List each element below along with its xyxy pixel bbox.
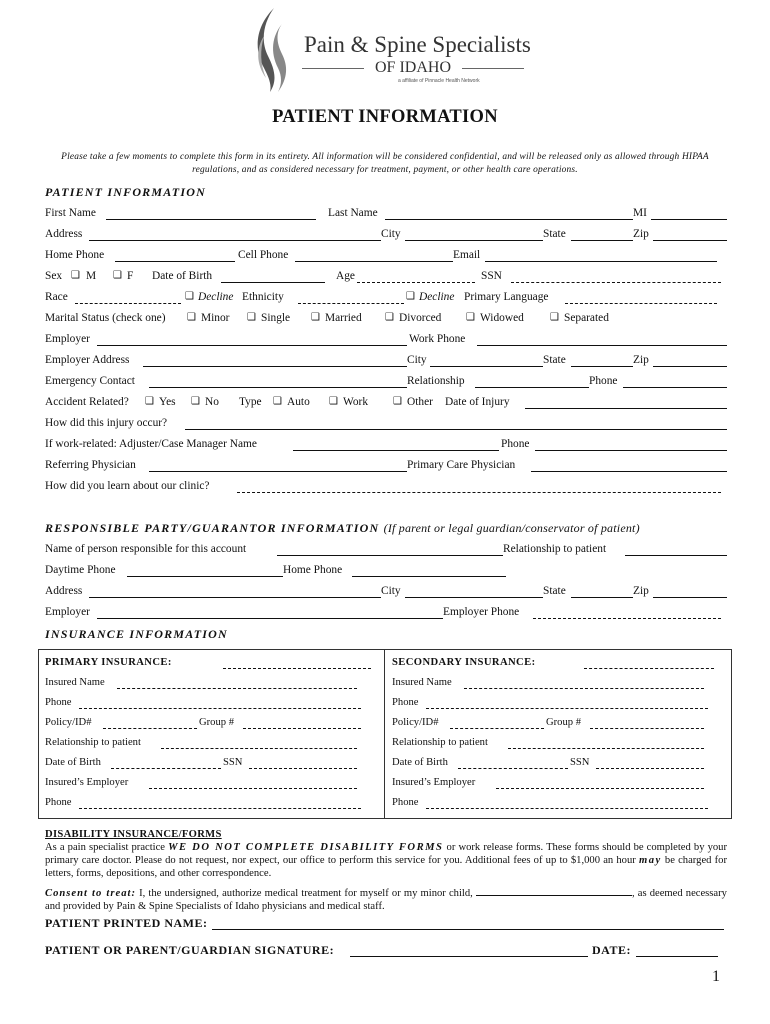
page-title: PATIENT INFORMATION: [272, 107, 498, 127]
date-label: DATE:: [592, 943, 631, 957]
employer-state-field[interactable]: [571, 366, 633, 367]
sex-row: [45, 270, 727, 286]
secondary-phone-field[interactable]: [426, 708, 708, 709]
type-auto-label: Auto: [287, 396, 310, 408]
responsible-name-field[interactable]: [277, 555, 503, 556]
primary-language-field[interactable]: [565, 303, 717, 304]
type-work-label: Work: [343, 396, 369, 408]
primary-relationship-field[interactable]: [161, 748, 357, 749]
employer-zip-field[interactable]: [653, 366, 727, 367]
disability-text-a: As a pain specialist practice: [45, 842, 166, 853]
type-other-checkbox[interactable]: ❑: [393, 396, 402, 407]
primary-relationship-row: [45, 737, 375, 751]
date-of-injury-field[interactable]: [525, 408, 727, 409]
guarantor-employer-field[interactable]: [97, 618, 443, 619]
consent-section: [45, 886, 727, 913]
primary-insurance-field[interactable]: [223, 668, 371, 669]
ethnicity-decline-label: Decline: [419, 291, 455, 303]
daytime-phone-field[interactable]: [127, 576, 283, 577]
widowed-checkbox[interactable]: ❑: [466, 312, 475, 323]
primary-employer-label: Insured’s Employer: [45, 777, 129, 788]
primary-insured-name-field[interactable]: [117, 688, 357, 689]
guarantor-zip-label: Zip: [633, 585, 649, 597]
page-number: 1: [712, 968, 720, 985]
primary-group-field[interactable]: [243, 728, 361, 729]
guarantor-employer-row: [45, 606, 727, 622]
guarantor-note: (If parent or legal guardian/conservator of patient): [383, 521, 640, 535]
widowed-label: Widowed: [480, 312, 524, 324]
guarantor-zip-field[interactable]: [653, 597, 727, 598]
secondary-employer-phone-field[interactable]: [426, 808, 708, 809]
address-label: Address: [45, 228, 83, 240]
emergency-row: [45, 375, 727, 391]
race-decline-label: Decline: [198, 291, 234, 303]
how-learn-label: How did you learn about our clinic?: [45, 480, 210, 492]
how-learn-field[interactable]: [237, 492, 721, 493]
relationship-to-patient-field[interactable]: [625, 555, 727, 556]
email-label: Email: [453, 249, 481, 261]
disability-text-c: be charged for letters, forms, depositions, and other correspondence.: [45, 855, 727, 879]
secondary-insurance-label: SECONDARY INSURANCE:: [392, 657, 536, 668]
type-work-checkbox[interactable]: ❑: [329, 396, 338, 407]
work-phone-label: Work Phone: [409, 333, 466, 345]
primary-phone-label: Phone: [45, 697, 72, 708]
home-phone-label: Home Phone: [45, 249, 105, 261]
age-field[interactable]: [357, 282, 475, 283]
secondary-relationship-label: Relationship to patient: [392, 737, 488, 748]
first-name-label: First Name: [45, 207, 96, 219]
accident-yes-label: Yes: [159, 396, 176, 408]
emergency-contact-field[interactable]: [149, 387, 407, 388]
emergency-contact-label: Emergency Contact: [45, 375, 135, 387]
secondary-insurance-row: [392, 657, 728, 671]
mi-label: MI: [633, 207, 647, 219]
disability-text-b: or work release forms. These forms should be completed by your primary care doctor. Please do not request, nor expect, our office to perform this service for you. Additional fees of up to $1,000 an hour: [45, 842, 727, 866]
logo-sub: OF IDAHO: [302, 59, 524, 77]
secondary-ssn-label: SSN: [570, 757, 590, 768]
primary-employer-phone-row: [45, 797, 375, 811]
insurance-box: [38, 649, 732, 819]
secondary-insured-name-row: [392, 677, 728, 691]
primary-employer-phone-label: Phone: [45, 797, 72, 808]
race-row: [45, 291, 727, 307]
patient-section-heading: PATIENT INFORMATION: [45, 185, 206, 199]
state-field[interactable]: [571, 240, 633, 241]
relationship-to-patient-label: Relationship to patient: [503, 543, 607, 555]
employer-phone-field[interactable]: [533, 618, 721, 619]
primary-policy-field[interactable]: [103, 728, 197, 729]
race-label: Race: [45, 291, 68, 303]
employer-label: Employer: [45, 333, 90, 345]
guarantor-address-label: Address: [45, 585, 83, 597]
primary-insured-name-label: Insured Name: [45, 677, 105, 688]
primary-insured-name-row: [45, 677, 375, 691]
guarantor-home-phone-label: Home Phone: [283, 564, 343, 576]
referring-physician-field[interactable]: [149, 471, 407, 472]
secondary-insured-name-field[interactable]: [464, 688, 704, 689]
dob-label: Date of Birth: [152, 270, 213, 282]
adjuster-phone-field[interactable]: [535, 450, 727, 451]
cell-phone-label: Cell Phone: [238, 249, 289, 261]
secondary-policy-field[interactable]: [450, 728, 544, 729]
adjuster-field[interactable]: [293, 450, 499, 451]
consent-label: Consent to treat:: [45, 888, 136, 899]
email-field[interactable]: [485, 261, 717, 262]
adjuster-phone-label: Phone: [501, 438, 530, 450]
how-injury-label: How did this injury occur?: [45, 417, 168, 429]
primary-dob-row: [45, 757, 375, 771]
home-phone-field[interactable]: [115, 261, 235, 262]
intro-text: Please take a few moments to complete this form in its entirety. All information will be considered confidential, and will be released only as allowed through HIPAA regulations, and as considered necessary for treatment, payment, or other health care operations.: [61, 152, 709, 175]
employer-phone-label: Employer Phone: [443, 606, 520, 618]
married-label: Married: [325, 312, 362, 324]
secondary-policy-row: [392, 717, 728, 731]
primary-phone-row: [45, 697, 375, 711]
adjuster-label: If work-related: Adjuster/Case Manager Name: [45, 438, 257, 450]
separated-checkbox[interactable]: ❑: [550, 312, 559, 323]
disability-paragraph: [45, 841, 727, 880]
primary-phone-field[interactable]: [79, 708, 361, 709]
accident-related-label: Accident Related?: [45, 396, 129, 408]
employer-row: [45, 333, 727, 349]
employer-field[interactable]: [97, 345, 407, 346]
insurance-divider: [384, 650, 385, 818]
employer-city-field[interactable]: [430, 366, 543, 367]
how-injury-field[interactable]: [185, 429, 727, 430]
employer-state-label: State: [543, 354, 566, 366]
disability-section: [45, 828, 727, 880]
ethnicity-field[interactable]: [298, 303, 404, 304]
secondary-relationship-field[interactable]: [508, 748, 704, 749]
how-injury-row: [45, 417, 727, 433]
logo-name: Pain & Spine Specialists: [304, 32, 531, 57]
disability-emphasis: WE DO NOT COMPLETE DISABILITY FORMS: [168, 842, 444, 853]
type-label: Type: [239, 396, 262, 408]
spine-logo-icon: [244, 6, 304, 92]
secondary-policy-label: Policy/ID#: [392, 717, 439, 728]
divorced-label: Divorced: [399, 312, 442, 324]
relationship-field[interactable]: [475, 387, 589, 388]
ssn-label: SSN: [481, 270, 502, 282]
employer-address-row: [45, 354, 727, 370]
logo-tagline: a affiliate of Pinnacle Health Network: [398, 78, 480, 84]
secondary-insured-name-label: Insured Name: [392, 677, 452, 688]
sex-m-checkbox[interactable]: ❑: [71, 270, 80, 281]
marital-row: [45, 312, 727, 328]
responsible-name-label: Name of person responsible for this account: [45, 543, 247, 555]
employer-city-label: City: [407, 354, 427, 366]
secondary-group-field[interactable]: [590, 728, 704, 729]
guarantor-state-label: State: [543, 585, 566, 597]
secondary-phone-label: Phone: [392, 697, 419, 708]
consent-text-b: , as deemed necessary and provided by Pain & Spine Specialists of Idaho physicians and medical staff.: [45, 888, 727, 912]
divorced-checkbox[interactable]: ❑: [385, 312, 394, 323]
guarantor-section-heading: [45, 521, 640, 536]
first-name-field[interactable]: [106, 219, 316, 220]
accident-yes-checkbox[interactable]: ❑: [145, 396, 154, 407]
sex-f-label: F: [127, 270, 134, 282]
cell-phone-field[interactable]: [295, 261, 453, 262]
guarantor-state-field[interactable]: [571, 597, 633, 598]
phone-row: [45, 249, 727, 265]
daytime-phone-label: Daytime Phone: [45, 564, 116, 576]
date-field[interactable]: [636, 956, 718, 957]
zip-field[interactable]: [653, 240, 727, 241]
clinic-logo: [244, 6, 534, 92]
primary-employer-field[interactable]: [149, 788, 357, 789]
accident-no-label: No: [205, 396, 219, 408]
primary-policy-row: [45, 717, 375, 731]
type-other-label: Other: [407, 396, 433, 408]
last-name-label: Last Name: [328, 207, 378, 219]
primary-policy-label: Policy/ID#: [45, 717, 92, 728]
last-name-field[interactable]: [385, 219, 633, 220]
primary-care-field[interactable]: [531, 471, 727, 472]
secondary-dob-row: [392, 757, 728, 771]
insurance-section-heading: INSURANCE INFORMATION: [45, 627, 228, 641]
primary-group-label: Group #: [199, 717, 235, 728]
secondary-employer-field[interactable]: [496, 788, 704, 789]
emergency-phone-field[interactable]: [623, 387, 727, 388]
physician-row: [45, 459, 727, 475]
work-phone-field[interactable]: [477, 345, 727, 346]
printed-name-label: PATIENT PRINTED NAME:: [45, 916, 208, 930]
secondary-employer-row: [392, 777, 728, 791]
primary-relationship-label: Relationship to patient: [45, 737, 141, 748]
race-decline-checkbox[interactable]: ❑: [185, 291, 194, 302]
secondary-group-label: Group #: [546, 717, 582, 728]
secondary-dob-field[interactable]: [458, 768, 568, 769]
employer-address-label: Employer Address: [45, 354, 130, 366]
marital-status-label: Marital Status (check one): [45, 312, 166, 324]
guarantor-address-row: [45, 585, 727, 601]
signature-label: PATIENT OR PARENT/GUARDIAN SIGNATURE:: [45, 943, 335, 957]
dob-field[interactable]: [221, 282, 325, 283]
employer-address-field[interactable]: [143, 366, 407, 367]
primary-insurance-label: PRIMARY INSURANCE:: [45, 657, 172, 668]
ethnicity-label: Ethnicity: [242, 291, 284, 303]
learn-row: [45, 480, 727, 496]
married-checkbox[interactable]: ❑: [311, 312, 320, 323]
mi-field[interactable]: [651, 219, 727, 220]
secondary-insurance-field[interactable]: [584, 668, 714, 669]
age-label: Age: [336, 270, 355, 282]
secondary-dob-label: Date of Birth: [392, 757, 448, 768]
secondary-employer-label: Insured’s Employer: [392, 777, 476, 788]
city-field[interactable]: [405, 240, 543, 241]
guarantor-employer-label: Employer: [45, 606, 90, 618]
primary-language-label: Primary Language: [464, 291, 549, 303]
consent-child-field[interactable]: [476, 886, 632, 896]
printed-name-field[interactable]: [212, 929, 724, 930]
secondary-relationship-row: [392, 737, 728, 751]
accident-no-checkbox[interactable]: ❑: [191, 396, 200, 407]
type-auto-checkbox[interactable]: ❑: [273, 396, 282, 407]
date-of-injury-label: Date of Injury: [445, 396, 510, 408]
primary-dob-label: Date of Birth: [45, 757, 101, 768]
secondary-ssn-field[interactable]: [596, 768, 704, 769]
address-row: [45, 228, 727, 244]
accident-row: [45, 396, 727, 412]
guarantor-heading: RESPONSIBLE PARTY/GUARANTOR INFORMATION: [45, 521, 380, 535]
guarantor-city-field[interactable]: [405, 597, 543, 598]
disability-heading: DISABILITY INSURANCE/FORMS: [45, 829, 222, 840]
emergency-phone-label: Phone: [589, 375, 618, 387]
employer-zip-label: Zip: [633, 354, 649, 366]
primary-ssn-field[interactable]: [249, 768, 357, 769]
city-label: City: [381, 228, 401, 240]
signature-field[interactable]: [350, 956, 588, 957]
separated-label: Separated: [564, 312, 609, 324]
secondary-employer-phone-label: Phone: [392, 797, 419, 808]
relationship-label: Relationship: [407, 375, 465, 387]
primary-dob-field[interactable]: [111, 768, 221, 769]
sex-m-label: M: [86, 270, 97, 282]
disability-may: may: [638, 855, 662, 866]
ssn-field[interactable]: [511, 282, 721, 283]
single-label: Single: [261, 312, 291, 324]
primary-employer-phone-field[interactable]: [79, 808, 361, 809]
guarantor-phone-row: [45, 564, 727, 580]
guarantor-home-phone-field[interactable]: [352, 576, 506, 577]
name-row: [45, 207, 727, 223]
sex-f-checkbox[interactable]: ❑: [113, 270, 122, 281]
race-field[interactable]: [75, 303, 181, 304]
minor-checkbox[interactable]: ❑: [187, 312, 196, 323]
state-label: State: [543, 228, 566, 240]
address-field[interactable]: [89, 240, 381, 241]
primary-ssn-label: SSN: [223, 757, 243, 768]
primary-care-label: Primary Care Physician: [407, 459, 516, 471]
secondary-employer-phone-row: [392, 797, 728, 811]
referring-physician-label: Referring Physician: [45, 459, 136, 471]
minor-label: Minor: [201, 312, 230, 324]
responsible-row: [45, 543, 727, 559]
secondary-phone-row: [392, 697, 728, 711]
ethnicity-decline-checkbox[interactable]: ❑: [406, 291, 415, 302]
guarantor-address-field[interactable]: [89, 597, 381, 598]
guarantor-city-label: City: [381, 585, 401, 597]
zip-label: Zip: [633, 228, 649, 240]
single-checkbox[interactable]: ❑: [247, 312, 256, 323]
consent-text-a: I, the undersigned, authorize medical treatment for myself or my minor child,: [139, 888, 473, 899]
primary-insurance-row: [45, 657, 375, 671]
adjuster-row: [45, 438, 727, 454]
primary-employer-row: [45, 777, 375, 791]
sex-label: Sex: [45, 270, 63, 282]
